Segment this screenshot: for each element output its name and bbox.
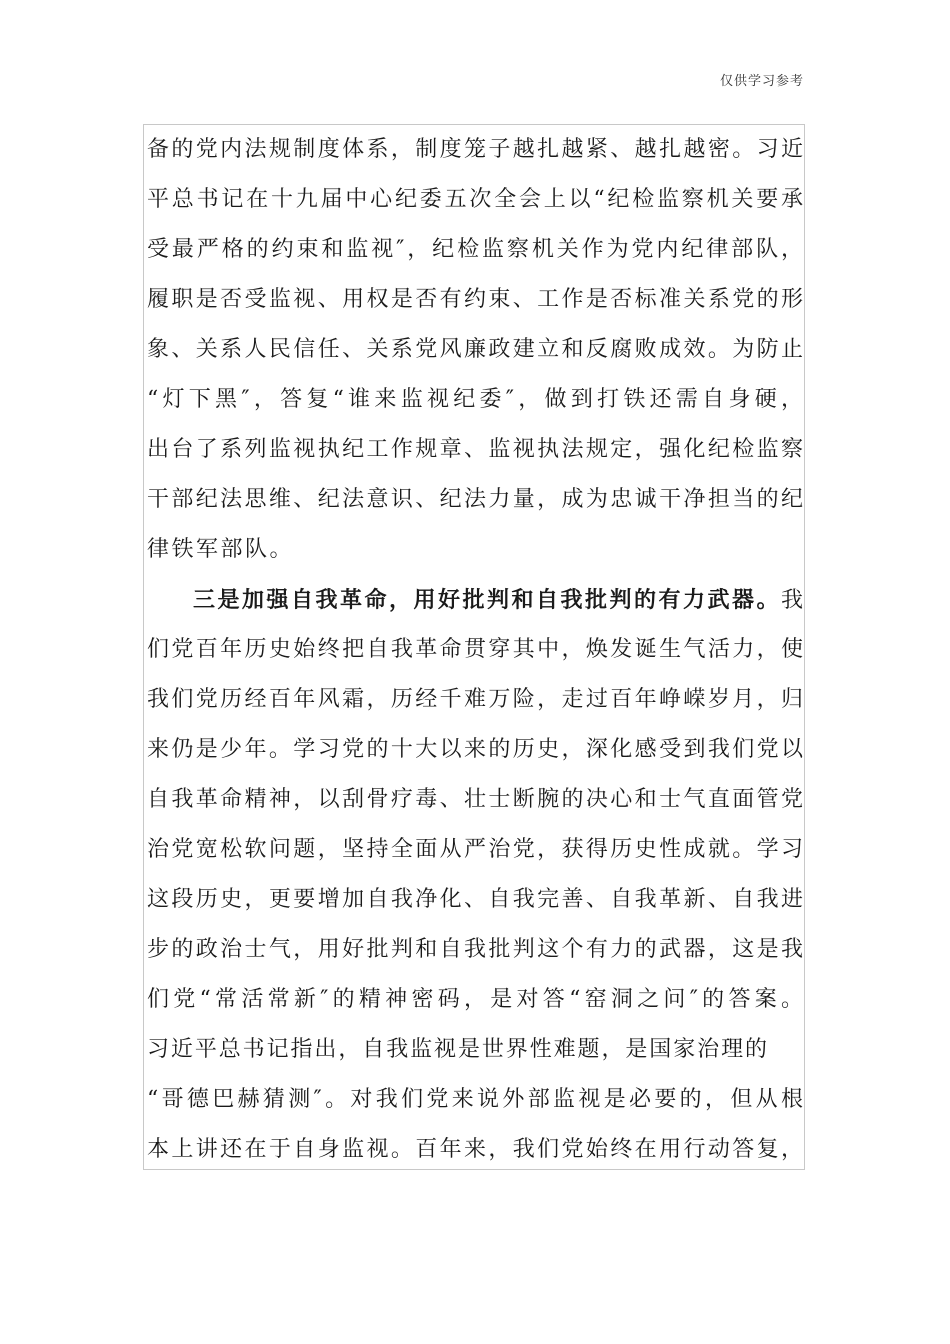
text-line-19: 习近平总书记指出，自我监视是世界性难题，是国家治理的: [147, 1037, 767, 1062]
text-line-3: 受最严格的约束和监视″，纪检监察机关作为党内纪律部队，: [147, 237, 803, 262]
text-line-4: 履职是否受监视、用权是否有约束、工作是否标准关系党的形: [147, 287, 803, 312]
text-line-8: 干部纪法思维、纪法意识、纪法力量，成为忠诚干净担当的纪: [147, 487, 803, 512]
text-line-6: “灯下黑″，答复“谁来监视纪委″，做到打铁还需自身硬，: [147, 387, 803, 412]
text-line-5: 象、关系人民信任、关系党风廉政建立和反腐败成效。为防止: [147, 337, 803, 362]
section-heading-line: [193, 575, 803, 625]
text-line-1: 备的党内法规制度体系，制度笼子越扎越紧、越扎越密。习近: [147, 137, 803, 162]
text-line-11: 们党百年历史始终把自我革命贯穿其中，焕发诞生气活力，使: [147, 637, 803, 662]
text-line-14: 自我革命精神，以刮骨疗毒、壮士断腕的决心和士气直面管党: [147, 787, 803, 812]
text-line-13: 来仍是少年。学习党的十大以来的历史，深化感受到我们党以: [147, 737, 803, 762]
text-line-21: 本上讲还在于自身监视。百年来，我们党始终在用行动答复，: [147, 1137, 803, 1162]
text-line-12: 我们党历经百年风霜，历经千难万险，走过百年峥嵘岁月，归: [147, 687, 803, 712]
text-line-18: 们党“常活常新″的精神密码，是对答“窑洞之问″的答案。: [147, 987, 803, 1012]
header-note: 仅供学习参考: [719, 74, 804, 89]
section-heading-tail: 我: [780, 588, 803, 613]
text-line-16: 这段历史，更要增加自我净化、自我完善、自我革新、自我进: [147, 887, 803, 912]
text-line-9: 律铁军部队。: [147, 537, 295, 562]
text-line-20: “哥德巴赫猜测″。对我们党来说外部监视是必要的，但从根: [147, 1087, 803, 1112]
text-line-2: 平总书记在十九届中心纪委五次全会上以“纪检监察机关要承: [147, 187, 803, 212]
text-line-7: 出台了系列监视执纪工作规章、监视执法规定，强化纪检监察: [147, 437, 803, 462]
section-heading-bold: 三是加强自我革命，用好批判和自我批判的有力武器。: [193, 587, 781, 613]
document-text-frame: [143, 124, 805, 1170]
text-line-17: 步的政治士气，用好批判和自我批判这个有力的武器，这是我: [147, 937, 803, 962]
text-line-15: 治党宽松软问题，坚持全面从严治党，获得历史性成就。学习: [147, 837, 803, 862]
